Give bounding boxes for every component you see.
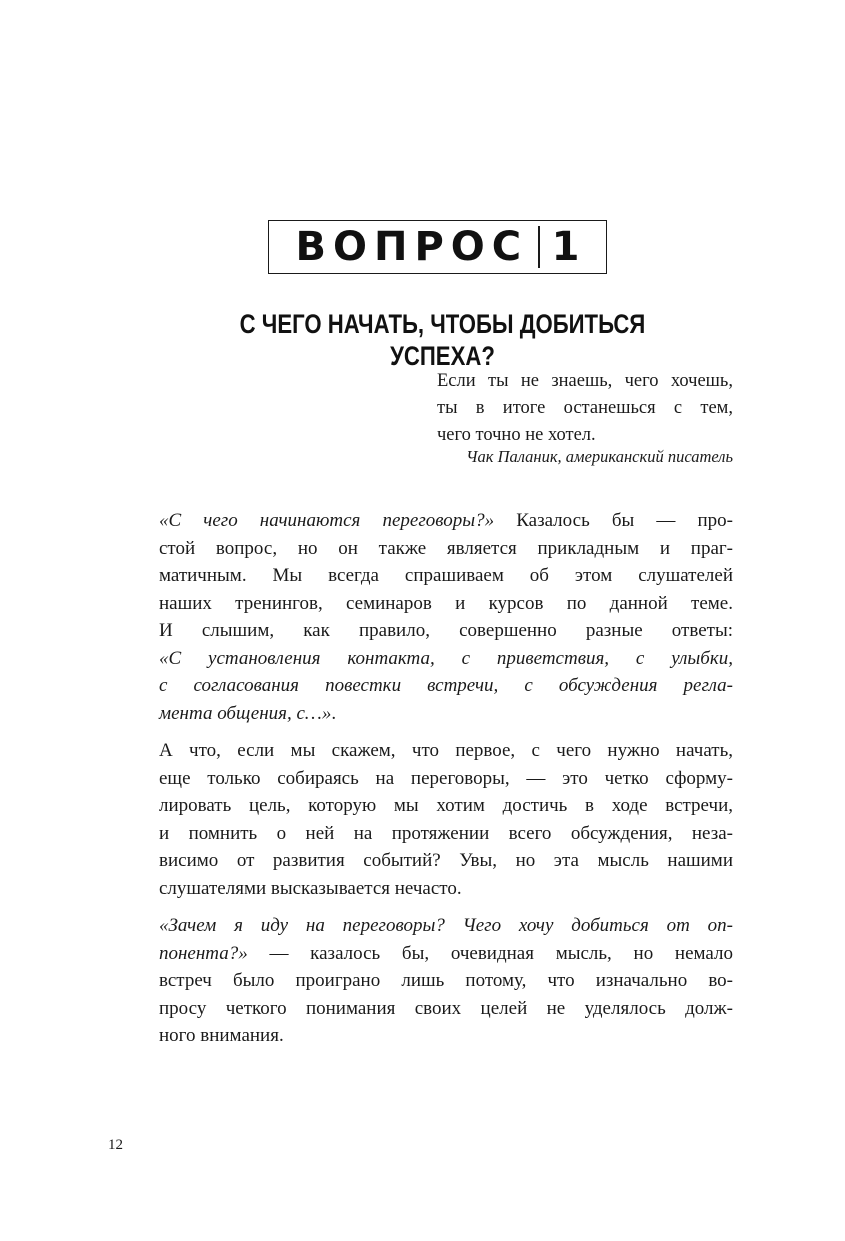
text-line: просу четкого понимания своих целей не уделялось долж- [159, 997, 733, 1019]
text-line [159, 507, 733, 535]
page-number: 12 [108, 1137, 123, 1153]
text-line [159, 700, 733, 728]
italic-quote: «С чего начинаются переговоры?» [159, 510, 495, 531]
text-line: встреч было проиграно лишь потому, что изначально во- [159, 970, 733, 991]
text-line: лировать цель, которую мы хотим достичь в ходе встречи, [159, 795, 733, 816]
epigraph-line: ты в итоге останешься с тем, [437, 398, 733, 418]
text-line: «Зачем я иду на переговоры? Чего хочу добиться от оп- [159, 915, 733, 936]
text-line [159, 940, 733, 968]
text-line: стой вопрос, но он также является прикладным и праг- [159, 537, 733, 559]
text-line: матичным. Мы всегда спрашиваем об этом слушателей [159, 565, 733, 586]
epigraph-line: чего точно не хотел. [437, 425, 596, 445]
text-span: . [331, 702, 337, 724]
text-line: еще только собираясь на переговоры, — это четко сформу- [159, 767, 733, 789]
text-line: А что, если мы скажем, что первое, с чего нужно начать, [159, 740, 733, 761]
chapter-divider [538, 226, 540, 268]
text-span: — казалось бы, очевидная мысль, но немало [247, 942, 733, 964]
text-line: висимо от развития событий? Увы, но эта мысль нашими [159, 850, 733, 871]
body-text [159, 507, 733, 1060]
text-line: слушателями высказывается нечасто. [159, 877, 462, 899]
paragraph-3 [159, 912, 733, 1050]
italic-quote: понента?» [159, 942, 248, 964]
text-line: с согласования повестки встречи, с обсуждения регла- [159, 675, 733, 696]
chapter-title: С ЧЕГО НАЧАТЬ, ЧТОБЫ ДОБИТЬСЯ УСПЕХА? [239, 309, 646, 372]
italic-quote: мента общения, с…» [159, 702, 332, 724]
chapter-heading-box [268, 220, 607, 274]
epigraph-line: Если ты не знаешь, чего хочешь, [437, 371, 733, 391]
text-line: и помнить о ней на протяжении всего обсуждения, неза- [159, 822, 733, 844]
epigraph-author: Чак Паланик, американский писатель [466, 447, 733, 466]
text-line: наших тренингов, семинаров и курсов по данной теме. [159, 592, 733, 614]
chapter-number: 1 [551, 224, 580, 270]
text-line: «С установления контакта, с приветствия, с улыбки, [159, 647, 733, 669]
chapter-label: ВОПРОС [295, 224, 529, 270]
paragraph-2 [159, 737, 733, 902]
text-span: Казалось бы — про- [494, 510, 733, 531]
text-line: И слышим, как правило, совершенно разные ответы: [159, 620, 733, 641]
paragraph-1 [159, 507, 733, 727]
text-line: ного внимания. [159, 1025, 284, 1046]
epigraph-quote [437, 368, 733, 449]
